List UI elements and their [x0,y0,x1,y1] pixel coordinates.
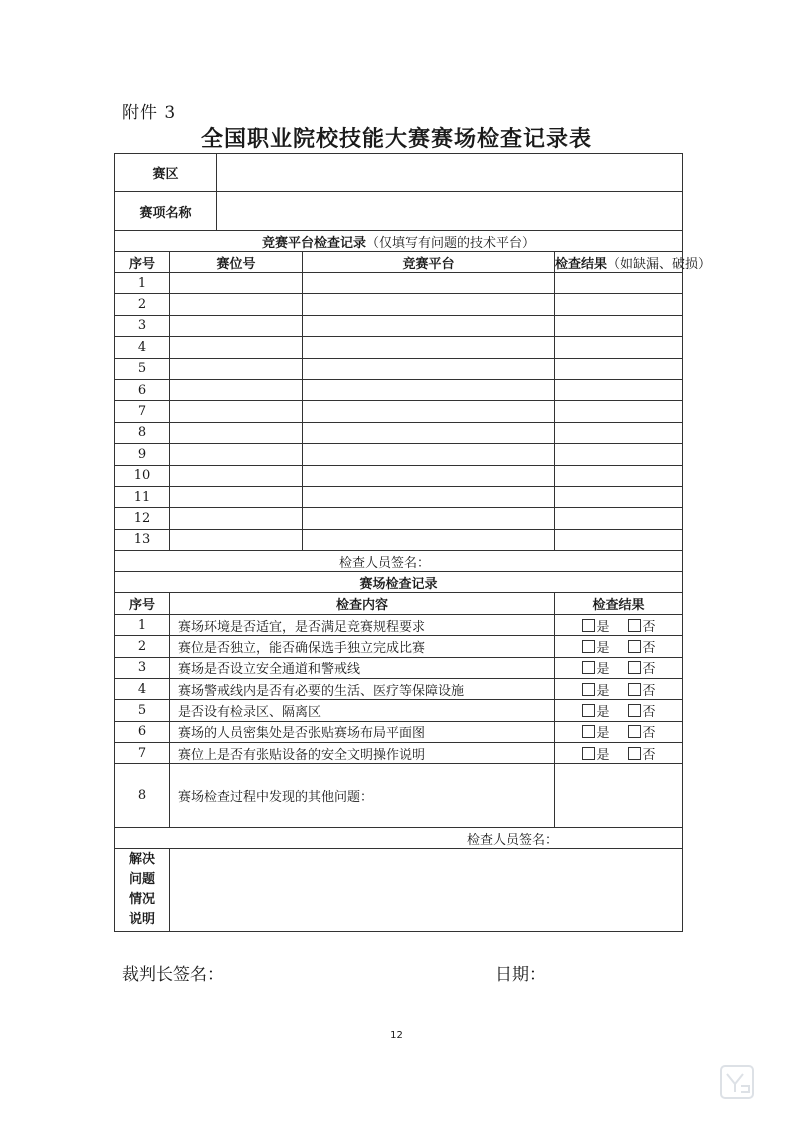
yes-option[interactable] [582,620,610,635]
venue-row-no: 7 [115,742,170,763]
station-field[interactable] [170,465,303,486]
platform-row-no: 1 [115,273,170,294]
yes-option[interactable] [582,662,610,677]
venue-other-text: 赛场检查过程中发现的其他问题： [170,764,555,828]
platform-row-no: 4 [115,337,170,358]
platform-column-headers [115,252,683,273]
result-field[interactable] [555,465,683,486]
checkbox-icon[interactable] [582,725,595,738]
venue-check-row [115,678,683,699]
result-field[interactable] [555,486,683,507]
no-label: 否 [642,662,656,678]
platform-row-no: 12 [115,508,170,529]
no-label: 否 [642,619,656,635]
platform-row [115,401,683,422]
platform-field[interactable] [303,444,555,465]
platform-field[interactable] [303,401,555,422]
venue-row-text: 是否设有检录区、隔离区 [170,700,555,721]
yes-option[interactable] [582,726,610,741]
yes-label: 是 [596,641,610,657]
platform-row-no: 11 [115,486,170,507]
resolution-label-line: 说明 [128,912,155,928]
checkbox-icon[interactable] [582,619,595,632]
checkbox-icon[interactable] [582,661,595,674]
event-field[interactable] [217,192,683,231]
venue-section-header [115,572,683,593]
platform-row [115,465,683,486]
venue-col-no: 序号 [115,593,170,615]
venue-row-result [555,615,683,636]
venue-row-result [555,636,683,657]
yes-label: 是 [596,662,610,678]
venue-row-result [555,721,683,742]
venue-row-result [555,657,683,678]
yes-label: 是 [596,704,610,720]
platform-col-result-label: 检查结果 [555,256,608,272]
yes-option[interactable] [582,641,610,656]
venue-signature-row [115,828,683,849]
resolution-label-line: 情况 [128,892,155,908]
station-field[interactable] [170,444,303,465]
platform-title: 竞赛平台检查记录 [261,235,366,251]
venue-check-row [115,700,683,721]
venue-row-text: 赛位上是否有张贴设备的安全文明操作说明 [170,742,555,763]
attachment-label: 附件 3 [122,103,177,123]
station-field[interactable] [170,529,303,550]
no-option[interactable] [628,641,656,656]
checkbox-icon[interactable] [582,683,595,696]
platform-row [115,422,683,443]
chief-referee-signature: 裁判长签名： [122,965,224,985]
result-field[interactable] [555,273,683,294]
platform-field[interactable] [303,529,555,550]
checkbox-icon[interactable] [628,619,641,632]
platform-field[interactable] [303,337,555,358]
platform-row-no: 10 [115,465,170,486]
platform-row [115,358,683,379]
no-option[interactable] [628,726,656,741]
watermark-logo-icon [717,1062,757,1102]
result-field[interactable] [555,401,683,422]
result-field[interactable] [555,444,683,465]
venue-check-row [115,721,683,742]
platform-col-platform: 竞赛平台 [303,252,555,273]
no-label: 否 [642,683,656,699]
yes-label: 是 [596,726,610,742]
station-field[interactable] [170,315,303,336]
date-label: 日期： [495,965,546,985]
platform-field[interactable] [303,508,555,529]
venue-check-row [115,636,683,657]
resolution-label-line: 解决 [128,852,155,868]
platform-row [115,508,683,529]
no-label: 否 [642,641,656,657]
event-row [115,192,683,231]
station-field[interactable] [170,401,303,422]
platform-section-header [115,231,683,252]
resolution-label-line: 问题 [128,872,155,888]
yes-label: 是 [596,683,610,699]
platform-row [115,486,683,507]
no-label: 否 [642,726,656,742]
yes-option[interactable] [582,748,610,763]
resolution-row [115,849,683,932]
platform-row [115,529,683,550]
venue-row-result [555,678,683,699]
platform-row [115,444,683,465]
venue-signature: 检查人员签名： [115,828,683,849]
checkbox-icon[interactable] [628,704,641,717]
result-field[interactable] [555,529,683,550]
platform-row-no: 6 [115,379,170,400]
venue-row-text: 赛场环境是否适宜，是否满足竞赛规程要求 [170,615,555,636]
venue-col-content: 检查内容 [170,593,555,615]
platform-section-title [115,231,683,252]
station-field[interactable] [170,337,303,358]
zone-row [115,154,683,192]
inspection-form-table [114,153,712,932]
station-field[interactable] [170,294,303,315]
venue-col-result: 检查结果 [555,593,683,615]
venue-row-text: 赛场的人员密集处是否张贴赛场布局平面图 [170,721,555,742]
venue-other-no: 8 [115,764,170,828]
no-option[interactable] [628,684,656,699]
platform-col-station: 赛位号 [170,252,303,273]
platform-field[interactable] [303,486,555,507]
station-field[interactable] [170,422,303,443]
resolution-label [115,849,170,932]
checkbox-icon[interactable] [628,747,641,760]
no-option[interactable] [628,620,656,635]
result-field[interactable] [555,508,683,529]
platform-row-no: 8 [115,422,170,443]
venue-row-no: 4 [115,678,170,699]
result-field[interactable] [555,337,683,358]
station-field[interactable] [170,273,303,294]
zone-label: 赛区 [115,154,217,192]
venue-check-row [115,615,683,636]
result-field[interactable] [555,294,683,315]
platform-field[interactable] [303,465,555,486]
no-option[interactable] [628,662,656,677]
platform-note: （仅填写有问题的技术平台） [366,235,536,251]
venue-column-headers [115,593,683,615]
checkbox-icon[interactable] [628,725,641,738]
no-label: 否 [642,747,656,763]
platform-row-no: 3 [115,315,170,336]
platform-row-no: 13 [115,529,170,550]
yes-option[interactable] [582,705,610,720]
venue-row-no: 5 [115,700,170,721]
platform-field[interactable] [303,294,555,315]
result-field[interactable] [555,358,683,379]
platform-field[interactable] [303,422,555,443]
venue-row-no: 6 [115,721,170,742]
venue-other-row [115,764,683,828]
venue-row-no: 2 [115,636,170,657]
result-field[interactable] [555,422,683,443]
platform-row-no: 2 [115,294,170,315]
platform-row [115,294,683,315]
platform-row [115,273,683,294]
platform-field[interactable] [303,315,555,336]
venue-row-no: 3 [115,657,170,678]
venue-other-result-field[interactable] [555,764,683,828]
checkbox-icon[interactable] [628,683,641,696]
form-title: 全国职业院校技能大赛赛场检查记录表 [200,127,592,152]
venue-row-no: 1 [115,615,170,636]
platform-row [115,379,683,400]
zone-field[interactable] [217,154,683,192]
platform-field[interactable] [303,358,555,379]
resolution-field[interactable] [170,849,683,932]
venue-section-title: 赛场检查记录 [115,572,683,593]
platform-field[interactable] [303,379,555,400]
checkbox-icon[interactable] [582,704,595,717]
venue-check-row [115,742,683,763]
yes-label: 是 [596,747,610,763]
checkbox-icon[interactable] [628,661,641,674]
page-number: 12 [390,1030,403,1041]
station-field[interactable] [170,508,303,529]
venue-row-result [555,742,683,763]
checkbox-icon[interactable] [582,640,595,653]
platform-field[interactable] [303,273,555,294]
platform-row-no: 9 [115,444,170,465]
yes-label: 是 [596,619,610,635]
station-field[interactable] [170,358,303,379]
platform-row [115,315,683,336]
venue-check-row [115,657,683,678]
no-option[interactable] [628,705,656,720]
venue-row-text: 赛场是否设立安全通道和警戒线 [170,657,555,678]
platform-col-result [555,252,712,273]
result-field[interactable] [555,379,683,400]
platform-row-no: 5 [115,358,170,379]
platform-col-result-note: （如缺漏、破损） [607,256,712,272]
event-label: 赛项名称 [115,192,217,231]
venue-row-text: 赛场警戒线内是否有必要的生活、医疗等保障设施 [170,678,555,699]
platform-row [115,337,683,358]
no-label: 否 [642,704,656,720]
venue-row-text: 赛位是否独立，能否确保选手独立完成比赛 [170,636,555,657]
no-option[interactable] [628,748,656,763]
station-field[interactable] [170,486,303,507]
platform-col-no: 序号 [115,252,170,273]
checkbox-icon[interactable] [582,747,595,760]
venue-row-result [555,700,683,721]
platform-signature-row [115,551,683,572]
station-field[interactable] [170,379,303,400]
result-field[interactable] [555,315,683,336]
yes-option[interactable] [582,684,610,699]
platform-signature: 检查人员签名： [115,551,683,572]
checkbox-icon[interactable] [628,640,641,653]
platform-row-no: 7 [115,401,170,422]
